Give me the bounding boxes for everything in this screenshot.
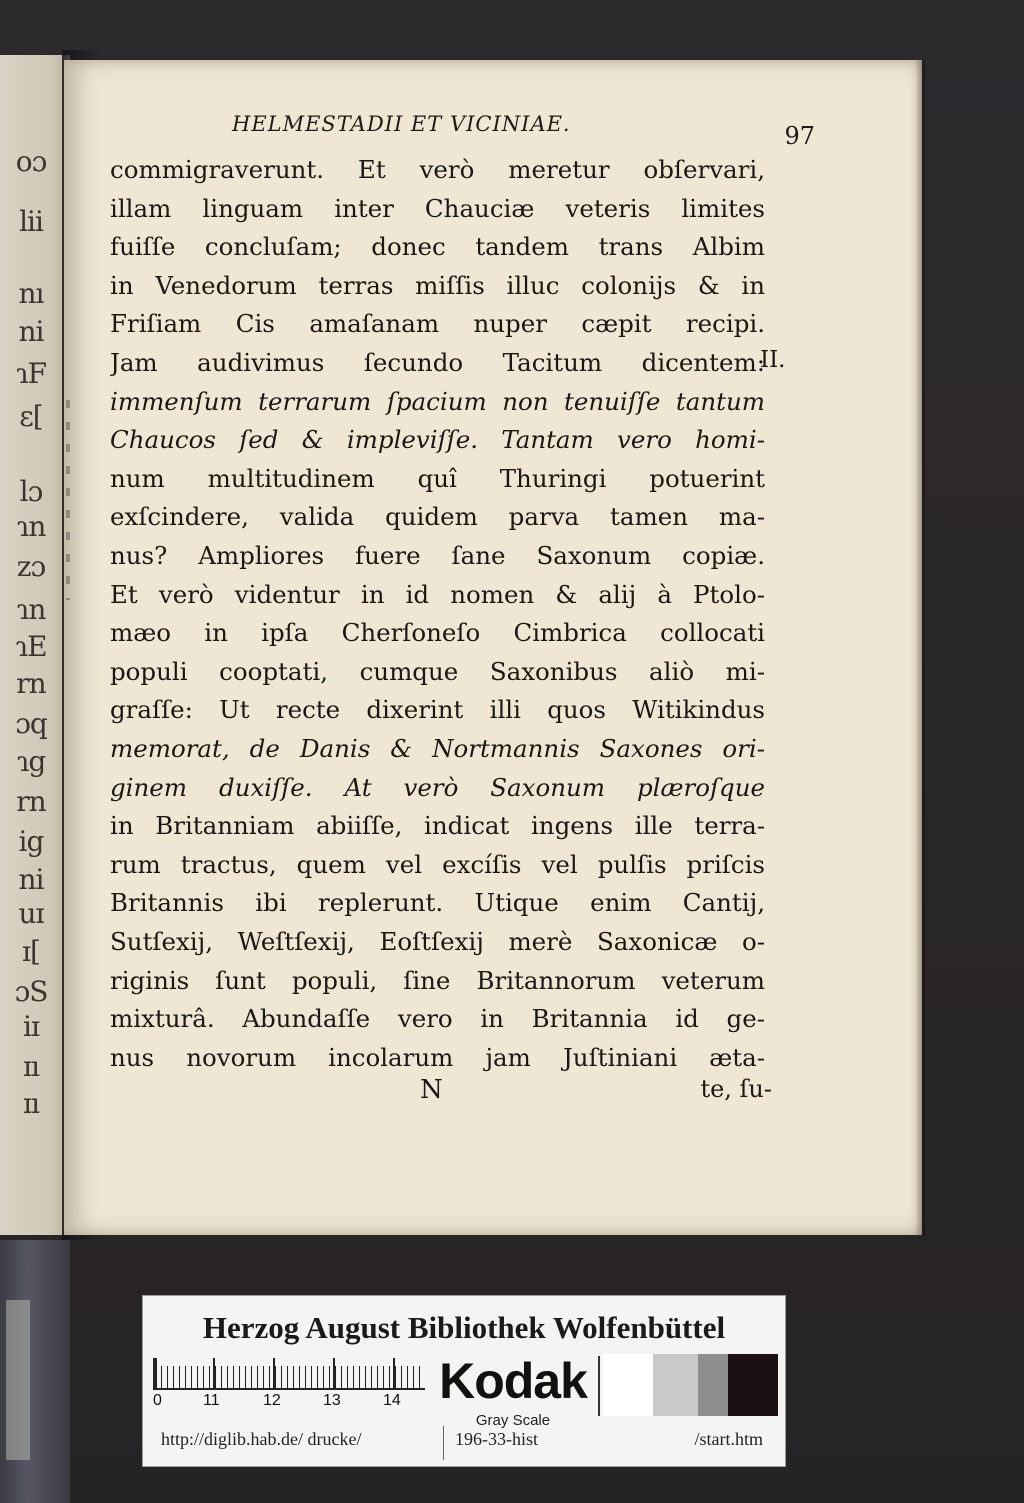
shelfmark: 196-33-hist bbox=[455, 1429, 538, 1449]
prev-page-glyph: ɔq bbox=[15, 707, 47, 740]
page-edge-shadow bbox=[915, 60, 925, 1235]
card-separator bbox=[443, 1426, 444, 1460]
text-line: Friſiam Cis amaſanam nuper cæpit recipi. bbox=[110, 309, 765, 339]
ruler-tick bbox=[333, 1358, 335, 1388]
text-line: nus? Ampliores fuere ſane Saxonum copiæ. bbox=[110, 541, 765, 570]
prev-page-glyph: ɿn bbox=[16, 510, 46, 543]
prev-page-glyph: o͏ɔ bbox=[15, 145, 47, 178]
text-line: fuiſſe concluſam; donec tandem trans Albim bbox=[110, 232, 765, 262]
text-line: num multitudinem quî Thuringi potuerint bbox=[110, 463, 765, 493]
margin-note: II. bbox=[760, 347, 786, 373]
text-line: Chaucos ſed & impleviſſe. Tantam vero homi- bbox=[110, 425, 765, 455]
prev-page-glyph: ɿg bbox=[16, 745, 46, 778]
prev-page-glyph: ɛ[ bbox=[19, 400, 43, 433]
ruler-number: 12 bbox=[263, 1392, 281, 1409]
measurement-ruler bbox=[153, 1358, 425, 1390]
previous-page-edge bbox=[0, 55, 70, 1235]
ruler-tick bbox=[213, 1358, 215, 1388]
binding-label bbox=[6, 1300, 30, 1460]
digital-library-url: http://diglib.hab.de/ drucke/ bbox=[161, 1429, 362, 1449]
gray-patch-medium bbox=[698, 1354, 728, 1416]
gray-patch-black bbox=[728, 1354, 778, 1416]
text-line: rum tractus, quem vel excíſis vel pulſis priſcis bbox=[110, 849, 765, 879]
prev-page-glyph: ni bbox=[18, 315, 44, 348]
gutter-marks bbox=[66, 400, 70, 600]
prev-page-glyph: nı bbox=[18, 277, 44, 310]
prev-page-glyph: lii bbox=[19, 205, 43, 238]
ruler-tick bbox=[393, 1358, 395, 1388]
running-head: HELMESTADII ET VICINIAE. bbox=[232, 112, 571, 136]
prev-page-glyph: ɪ[ bbox=[22, 935, 40, 968]
prev-page-glyph: rn bbox=[16, 785, 46, 818]
signature-mark: N bbox=[420, 1075, 443, 1105]
text-line: Sutſexij, Weſtſexij, Eoſtſexij merè Saxonicæ o- bbox=[110, 927, 765, 956]
prev-page-glyph: ni bbox=[18, 863, 44, 896]
text-line: memorat, de Danis & Nortmannis Saxones ori- bbox=[110, 734, 765, 763]
text-line: illam linguam inter Chauciæ veteris limites bbox=[110, 193, 765, 223]
ruler-tick bbox=[155, 1358, 157, 1388]
gray-patch-light bbox=[653, 1354, 698, 1416]
text-line: commigraverunt. Et verò meretur obſervari, bbox=[110, 155, 765, 184]
ruler-number: 13 bbox=[323, 1392, 341, 1409]
text-line: riginis ſunt populi, ſine Britannorum veterum bbox=[110, 965, 765, 995]
prev-page-glyph: iɪ bbox=[23, 1010, 39, 1043]
text-line: Britannis ibi replerunt. Utique enim Cantij, bbox=[110, 888, 765, 918]
ruler-number: 14 bbox=[383, 1392, 401, 1409]
ruler-tick bbox=[273, 1358, 275, 1388]
prev-page-glyph: ɿE bbox=[15, 630, 47, 663]
prev-page-glyph: uɪ bbox=[18, 897, 44, 930]
start-page-url: /start.htm bbox=[694, 1429, 763, 1449]
gray-scale-label: Gray Scale bbox=[475, 1412, 551, 1429]
prev-page-glyph: ɪı bbox=[23, 1087, 39, 1120]
prev-page-glyph: ig bbox=[18, 825, 44, 858]
text-line: mæo in ipſa Cherſoneſo Cimbrica collocati bbox=[110, 618, 765, 648]
text-line: in Venedorum terras miſſis illuc colonijs & in bbox=[110, 270, 765, 300]
catchword: te, ſu- bbox=[700, 1075, 772, 1103]
text-line: graſſe: Ut recte dixerint illi quos Witikindus bbox=[110, 695, 765, 725]
text-line: immenſum terrarum ſpacium non tenuiſſe tantum bbox=[110, 386, 765, 416]
calibration-card bbox=[142, 1295, 786, 1467]
library-title: Herzog August Bibliothek Wolfenbüttel bbox=[202, 1310, 726, 1345]
ruler-number: 11 bbox=[203, 1392, 220, 1409]
text-block bbox=[110, 150, 765, 1100]
text-line: exſcindere, valida quidem parva tamen ma- bbox=[110, 502, 765, 532]
text-line: Jam audivimus ſecundo Tacitum dicentem: bbox=[110, 348, 765, 377]
text-line: in Britanniam abiiſſe, indicat ingens ille terra- bbox=[110, 811, 765, 841]
prev-page-glyph: ɿF bbox=[15, 357, 47, 390]
kodak-logo: Kodak bbox=[439, 1353, 587, 1409]
gray-scale-divider bbox=[598, 1356, 600, 1416]
prev-page-glyph: rn bbox=[16, 667, 46, 700]
prev-page-glyph: ɔS bbox=[14, 975, 48, 1008]
text-line: Et verò videntur in id nomen & alij à Ptolo- bbox=[110, 579, 765, 609]
text-line: mixturâ. Abundaſſe vero in Britannia id ge- bbox=[110, 1004, 765, 1034]
page-number: 97 bbox=[784, 122, 815, 150]
gray-patch-white bbox=[603, 1354, 653, 1416]
prev-page-glyph: lɔ bbox=[19, 475, 43, 508]
prev-page-glyph: zɔ bbox=[16, 550, 46, 583]
text-line: populi cooptati, cumque Saxonibus aliò mi- bbox=[110, 656, 765, 686]
text-line: nus novorum incolarum jam Juſtiniani æta- bbox=[110, 1042, 765, 1072]
text-line: ginem duxiſſe. At verò Saxonum plæroſque bbox=[110, 772, 765, 802]
prev-page-glyph: ɿn bbox=[16, 593, 46, 626]
prev-page-glyph: ɪı bbox=[23, 1050, 39, 1083]
ruler-number: 0 bbox=[153, 1392, 162, 1409]
